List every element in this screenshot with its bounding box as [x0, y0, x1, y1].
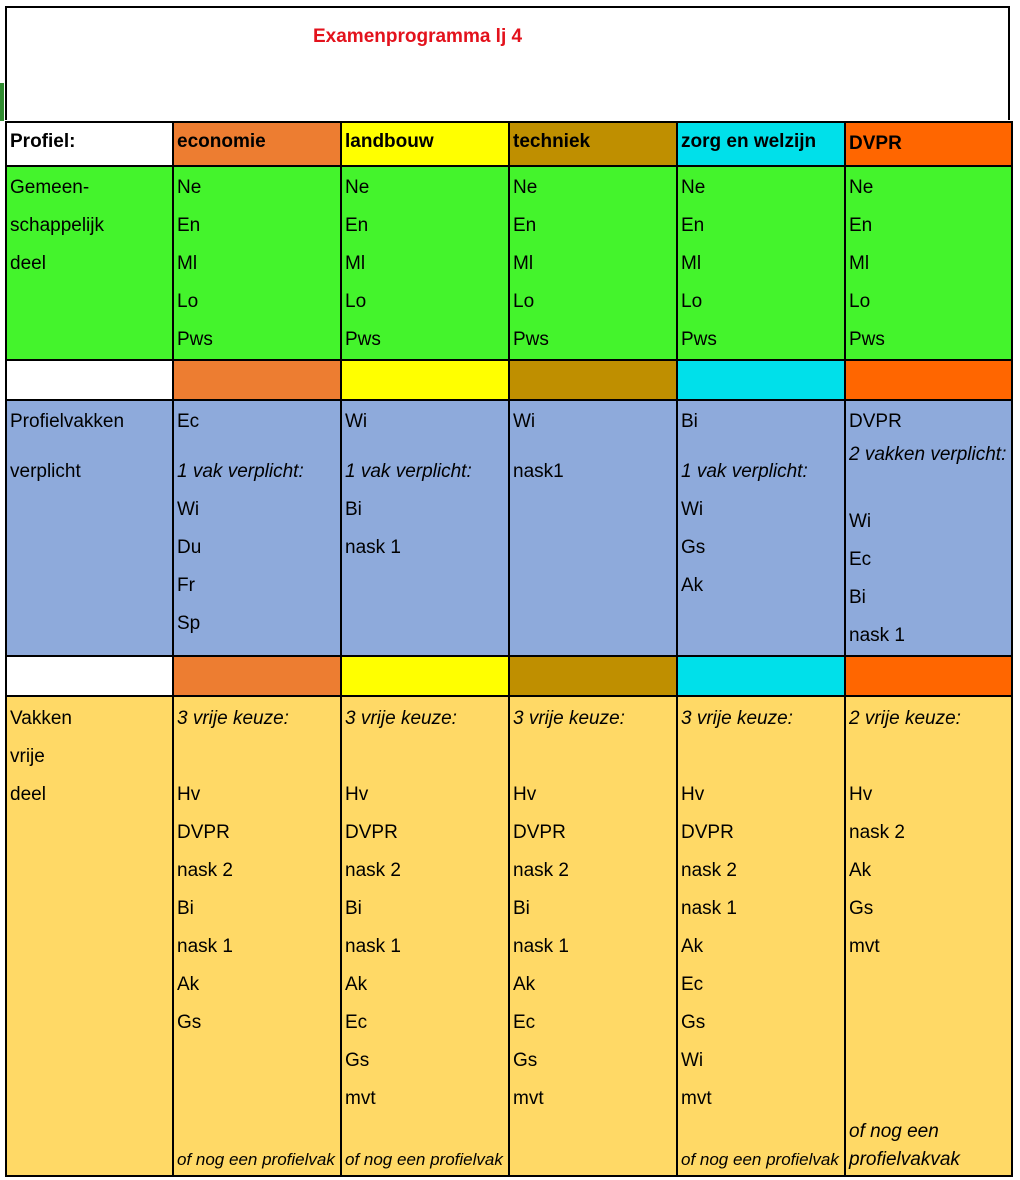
subject-item: Wi	[681, 1050, 704, 1071]
separator-cell	[173, 360, 341, 400]
separator-cell	[6, 360, 173, 400]
separator-cell	[341, 656, 509, 696]
subject-list	[510, 697, 676, 1174]
requirement-note: 1 vak verplicht:	[345, 461, 472, 482]
subject-item: nask 2	[849, 822, 905, 843]
alternative-note: of nog een profielvak	[681, 1150, 839, 1169]
row-label-line: vrije	[10, 746, 45, 767]
subject-item: Lo	[177, 291, 199, 312]
subject-list	[678, 401, 844, 605]
common-subjects-landbouw	[341, 166, 509, 360]
free-subjects-techniek	[509, 696, 677, 1176]
title-box	[5, 6, 1010, 120]
profile-header-row	[6, 122, 1012, 166]
subject-item: Gs	[681, 537, 706, 558]
subject-item: nask1	[513, 461, 564, 482]
subject-item: Ec	[177, 411, 200, 432]
spacer	[345, 738, 508, 776]
row-label-line: Profielvakken	[10, 411, 125, 432]
common-subjects-zorg-en-welzijn	[677, 166, 845, 360]
separator-cell	[677, 360, 845, 400]
alternative-note: of nog een profielvakvak	[849, 1121, 960, 1170]
subject-item: Bi	[849, 587, 866, 608]
row-label-line: Vakken	[10, 708, 72, 729]
subject-item: En	[513, 215, 537, 236]
separator-cell	[6, 656, 173, 696]
profile-subjects-dvpr	[845, 400, 1012, 656]
profile-name: DVPR	[849, 133, 902, 154]
subject-list	[174, 401, 340, 643]
subject-item: Gs	[345, 1050, 370, 1071]
separator-cell	[845, 360, 1012, 400]
subject-item: Bi	[177, 898, 194, 919]
profile-economie	[173, 122, 341, 166]
choice-heading: 3 vrije keuze:	[345, 708, 457, 729]
profile-name: economie	[177, 131, 266, 152]
subject-item: DVPR	[849, 411, 902, 432]
subject-item: nask 1	[681, 898, 737, 919]
subject-item: Gs	[681, 1012, 706, 1033]
subject-item: Wi	[345, 411, 368, 432]
subject-item: En	[345, 215, 369, 236]
subject-item: mvt	[849, 936, 880, 957]
separator-cell	[845, 656, 1012, 696]
subject-item: Bi	[513, 898, 530, 919]
profile-techniek	[509, 122, 677, 166]
subject-list	[342, 401, 508, 567]
page-title: Examenprogramma lj 4	[313, 26, 523, 47]
profile-name: zorg en welzijn	[681, 131, 817, 152]
subject-item: Lo	[681, 291, 703, 312]
subject-item: Pws	[849, 329, 885, 350]
subject-list	[678, 697, 844, 1174]
row-label-line: deel	[10, 784, 46, 805]
subject-list	[174, 697, 340, 1174]
free-subjects-landbouw	[341, 696, 509, 1176]
subject-item: nask 1	[345, 537, 401, 558]
profile-zorg-en-welzijn	[677, 122, 845, 166]
common-part-label-cell	[6, 166, 173, 360]
subject-item: Ak	[681, 936, 704, 957]
profile-subjects-economie	[173, 400, 341, 656]
choice-heading: 2 vrije keuze:	[849, 708, 961, 729]
separator-cell	[173, 656, 341, 696]
subject-item: En	[681, 215, 705, 236]
profile-subjects-label-cell	[6, 400, 173, 656]
subject-item: nask 2	[177, 860, 233, 881]
separator-cell	[677, 656, 845, 696]
subject-item: DVPR	[345, 822, 398, 843]
subject-item: Ec	[513, 1012, 536, 1033]
subject-item: Du	[177, 537, 202, 558]
subject-item: En	[177, 215, 201, 236]
subject-item: Ml	[681, 253, 702, 274]
subject-item: Pws	[345, 329, 381, 350]
subject-item: DVPR	[681, 822, 734, 843]
subject-item: Ne	[681, 177, 706, 198]
subject-item: Ml	[513, 253, 534, 274]
common-subjects-techniek	[509, 166, 677, 360]
separator-cell	[341, 360, 509, 400]
subject-item: Bi	[345, 898, 362, 919]
row-label-line: Gemeen-	[10, 177, 90, 198]
subject-item: mvt	[513, 1088, 544, 1109]
profile-name: landbouw	[345, 131, 434, 152]
common-subjects-dvpr	[845, 166, 1012, 360]
subject-item: Ml	[177, 253, 198, 274]
subject-item: Hv	[345, 784, 369, 805]
subject-list	[510, 167, 676, 359]
subject-item: Fr	[177, 575, 195, 596]
alternative-note: of nog een profielvak	[345, 1150, 503, 1169]
subject-item: nask 2	[681, 860, 737, 881]
subject-item: Wi	[177, 499, 200, 520]
subject-item: En	[849, 215, 873, 236]
subject-item: Bi	[345, 499, 362, 520]
subject-item: Lo	[513, 291, 535, 312]
subject-item: mvt	[681, 1088, 712, 1109]
choice-heading: 3 vrije keuze:	[177, 708, 289, 729]
subject-list	[342, 167, 508, 359]
subject-item: Hv	[513, 784, 537, 805]
subject-item: Ec	[345, 1012, 368, 1033]
spacer	[681, 738, 844, 776]
profile-subjects-row	[6, 400, 1012, 656]
subject-item: nask 2	[513, 860, 569, 881]
spacer	[177, 738, 340, 776]
subject-item: Hv	[681, 784, 705, 805]
subject-item: Hv	[177, 784, 201, 805]
subject-item: Wi	[513, 411, 536, 432]
choice-heading: 3 vrije keuze:	[681, 708, 793, 729]
subject-item: Gs	[513, 1050, 538, 1071]
subject-item: Ak	[849, 860, 872, 881]
subject-list	[174, 167, 340, 359]
row-label-line: verplicht	[10, 461, 81, 482]
subject-list	[678, 167, 844, 359]
subject-item: Pws	[681, 329, 717, 350]
spacer	[849, 738, 1011, 776]
profile-name: techniek	[513, 131, 591, 152]
profile-landbouw	[341, 122, 509, 166]
profile-label-cell	[6, 122, 173, 166]
row-label-line: schappelijk	[10, 215, 104, 236]
alternative-note: of nog een profielvak	[177, 1150, 335, 1169]
subject-list	[846, 401, 1011, 655]
separator-row	[6, 360, 1012, 400]
subject-item: Ml	[345, 253, 366, 274]
row-label-line: deel	[10, 253, 46, 274]
free-part-label-cell	[6, 696, 173, 1176]
subject-item: Ak	[177, 974, 200, 995]
subject-item: Pws	[513, 329, 549, 350]
free-subjects-zorg-en-welzijn	[677, 696, 845, 1176]
subject-item: nask 1	[177, 936, 233, 957]
subject-item: Bi	[681, 411, 698, 432]
subject-item: DVPR	[177, 822, 230, 843]
subject-item: Lo	[849, 291, 871, 312]
subject-item: Lo	[345, 291, 367, 312]
separator-row	[6, 656, 1012, 696]
subject-item: DVPR	[513, 822, 566, 843]
profile-subjects-zorg-en-welzijn	[677, 400, 845, 656]
choice-heading: 3 vrije keuze:	[513, 708, 625, 729]
subject-item: Ak	[681, 575, 704, 596]
free-part-row	[6, 696, 1012, 1176]
subject-item: mvt	[345, 1088, 376, 1109]
subject-item: Ak	[513, 974, 536, 995]
subject-item: Pws	[177, 329, 213, 350]
subject-item: nask 2	[345, 860, 401, 881]
subject-list	[846, 167, 1011, 359]
common-subjects-economie	[173, 166, 341, 360]
subject-item: nask 1	[345, 936, 401, 957]
subject-item: Wi	[849, 511, 872, 532]
requirement-note: 2 vakken verplicht:	[849, 444, 1007, 465]
subject-list	[342, 697, 508, 1174]
profile-subjects-techniek	[509, 400, 677, 656]
subject-item: Ne	[849, 177, 874, 198]
subject-item: nask 1	[513, 936, 569, 957]
profile-dvpr	[845, 122, 1012, 166]
subject-item: Ml	[849, 253, 870, 274]
subject-item: Ec	[681, 974, 704, 995]
profile-label: Profiel:	[10, 131, 76, 152]
requirement-note: 1 vak verplicht:	[177, 461, 304, 482]
subject-item: Ak	[345, 974, 368, 995]
subject-list	[846, 697, 1011, 1174]
subject-item: Sp	[177, 613, 201, 634]
subject-list	[510, 401, 676, 491]
subject-item: Ne	[345, 177, 370, 198]
common-part-row	[6, 166, 1012, 360]
profile-subjects-landbouw	[341, 400, 509, 656]
subject-item: Ec	[849, 549, 872, 570]
subject-item: Wi	[681, 499, 704, 520]
separator-cell	[509, 656, 677, 696]
left-edge-mark	[0, 83, 4, 121]
subject-item: Hv	[849, 784, 873, 805]
subject-item: Gs	[849, 898, 874, 919]
subject-item: nask 1	[849, 625, 905, 646]
subject-item: Ne	[513, 177, 538, 198]
free-subjects-economie	[173, 696, 341, 1176]
exam-program-table	[5, 121, 1013, 1177]
free-subjects-dvpr	[845, 696, 1012, 1176]
requirement-note: 1 vak verplicht:	[681, 461, 808, 482]
subject-item: Ne	[177, 177, 202, 198]
separator-cell	[509, 360, 677, 400]
spacer	[513, 738, 676, 776]
subject-item: Gs	[177, 1012, 202, 1033]
